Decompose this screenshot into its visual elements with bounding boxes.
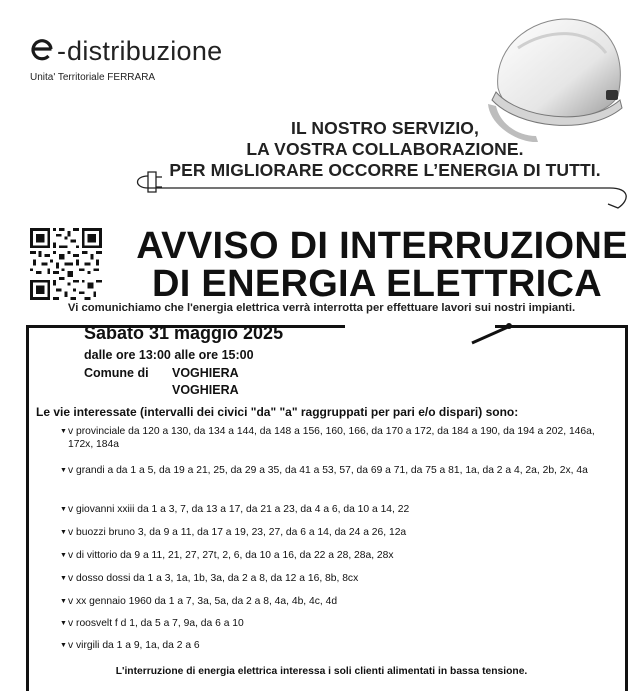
street-item	[60, 549, 620, 562]
power-cord-icon	[130, 158, 635, 213]
street-item	[60, 464, 620, 477]
intro-text: Vi comunichiamo che l'energia elettrica verrà interrotta per effettuare lavori sui nostri impianti.	[67, 302, 576, 314]
street-text: v virgili da 1 a 9, 1a, da 2 a 6	[68, 640, 200, 651]
comune-label: Comune di	[84, 366, 149, 380]
street-text: v provinciale da 120 a 130, da 134 a 144, da 148 a 156, 160, 166, da 170 a 172, da 184 a 190, da 194 a 202, 146a, 172x, 184a	[68, 426, 595, 450]
street-item	[60, 572, 620, 585]
qr-code-icon	[30, 228, 102, 300]
bullet-icon: ▼	[60, 552, 67, 559]
bullet-icon: ▼	[60, 529, 67, 536]
street-item	[60, 425, 620, 451]
brand-name: distribuzione	[67, 36, 223, 66]
cord-plug-icon	[470, 317, 530, 347]
logo-dash: -	[57, 36, 66, 66]
bullet-icon: ▼	[60, 467, 67, 474]
street-text: v xx gennaio 1960 da 1 a 7, 3a, 5a, da 2 a 8, 4a, 4b, 4c, 4d	[68, 596, 338, 607]
comune-value-2: VOGHIERA	[172, 383, 239, 397]
bullet-icon: ▼	[60, 642, 67, 649]
slogan-line-2: LA VOSTRA COLLABORAZIONE.	[246, 139, 524, 159]
bullet-icon: ▼	[60, 598, 67, 605]
slogan-line-3: PER MIGLIORARE OCCORRE L’ENERGIA DI TUTTI.	[169, 160, 601, 180]
brand-logo	[30, 36, 260, 86]
slogan-line-1: IL NOSTRO SERVIZIO,	[291, 118, 479, 138]
bullet-icon: ▼	[60, 428, 67, 435]
streets-heading: Le vie interessate (intervalli dei civici "da" "a" raggruppati per pari e/o dispari) sono:	[36, 405, 519, 419]
street-text: v di vittorio da 9 a 11, 21, 27, 27t, 2, 6, da 10 a 16, da 22 a 28, 28a, 28x	[68, 550, 394, 561]
brand-unit: Unita' Territoriale FERRARA	[30, 72, 156, 83]
comune-row	[84, 366, 239, 380]
street-text: v giovanni xxiii da 1 a 3, 7, da 13 a 17, da 21 a 23, da 4 a 6, da 10 a 14, 22	[68, 504, 410, 515]
street-item	[60, 639, 620, 652]
interruption-date: Sabato 31 maggio 2025	[84, 323, 284, 343]
street-text: v grandi a da 1 a 5, da 19 a 21, 25, da 29 a 35, da 41 a 53, 57, da 69 a 71, da 75 a 81, 1a, da 2 a 4, 2a, 2b, 2x, 4a	[68, 465, 588, 476]
title-line-2: DI ENERGIA ELETTRICA	[151, 263, 603, 305]
bullet-icon: ▼	[60, 575, 67, 582]
bullet-icon: ▼	[60, 620, 67, 627]
e-logo-icon	[30, 36, 56, 62]
bullet-icon: ▼	[60, 506, 67, 513]
street-item	[60, 595, 620, 608]
footer-note: L'interruzione di energia elettrica interessa i soli clienti alimentati in bassa tensione.	[115, 666, 528, 677]
comune-value-1: VOGHIERA	[172, 366, 239, 380]
street-text: v dosso dossi da 1 a 3, 1a, 1b, 3a, da 2 a 8, da 12 a 16, 8b, 8cx	[68, 573, 359, 584]
street-item	[60, 503, 620, 516]
street-item	[60, 526, 620, 539]
interruption-hours: dalle ore 13:00 alle ore 15:00	[84, 348, 254, 362]
street-item	[60, 617, 620, 630]
page-title	[111, 227, 643, 303]
street-text: v roosvelt f d 1, da 5 a 7, 9a, da 6 a 10	[68, 618, 244, 629]
title-line-1: AVVISO DI INTERRUZIONE	[136, 225, 628, 267]
street-text: v buozzi bruno 3, da 9 a 11, da 17 a 19, 23, 27, da 6 a 14, da 24 a 26, 12a	[68, 527, 407, 538]
